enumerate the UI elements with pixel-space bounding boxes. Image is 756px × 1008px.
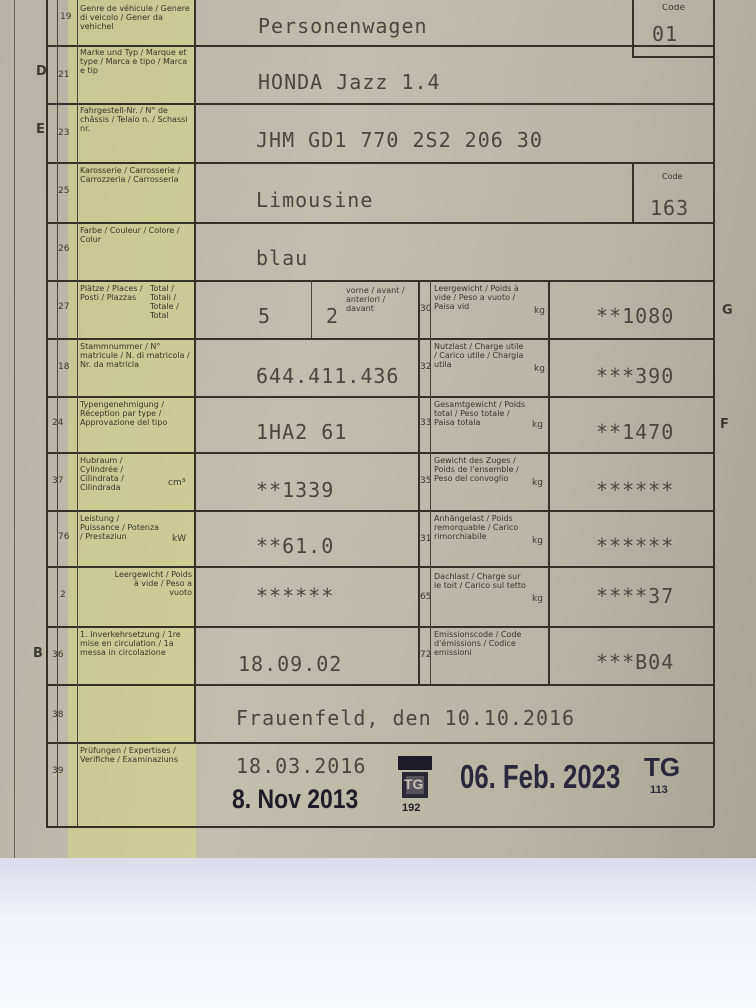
code-box-2-left: [632, 164, 634, 222]
value-first-registration: 18.09.02: [238, 652, 343, 676]
side-letter-f: F: [720, 417, 729, 432]
code-header-body: Code: [662, 172, 683, 181]
value-type-approval: 1HA2 61: [256, 420, 348, 444]
unit-kg: kg: [534, 306, 545, 316]
value-power: **61.0: [256, 534, 335, 558]
label-emission-code: Emissionscode / Code d'émissions / Codice emissioni: [434, 630, 522, 657]
row-sep: [46, 826, 714, 828]
num-col-divider: [57, 0, 58, 826]
code-vehicle-kind: 01: [652, 22, 679, 46]
row-number: 21: [58, 70, 70, 80]
value-last-inspection: 18.03.2016: [236, 754, 367, 778]
row-sep: [46, 396, 714, 398]
label-payload: Nutzlast / Charge utile / Carico utile / Chargia utila: [434, 342, 524, 369]
row-number: 36: [52, 650, 64, 660]
row-number: 33: [420, 418, 432, 428]
value-matriculation: 644.411.436: [256, 364, 400, 388]
value-displacement: **1339: [256, 478, 335, 502]
side-letter-b: B: [33, 646, 43, 661]
label-power: Leistung / Puissance / Potenza / Prestaziun: [80, 514, 160, 541]
office-code-big: TG: [644, 752, 681, 782]
unit-kw: kW: [172, 534, 187, 544]
inspection-stamp-2013: 8. Nov 2013: [232, 784, 359, 814]
row-number: 2: [60, 590, 66, 600]
row-number: 30: [420, 304, 432, 314]
row-number: 23: [58, 128, 70, 138]
label-color: Farbe / Couleur / Colore / Colur: [80, 226, 180, 244]
label-trailer-load: Anhängelast / Poids remorquable / Carico rimorchiabile: [434, 514, 519, 541]
row-sep: [46, 452, 714, 454]
value-total-weight: **1470: [596, 420, 675, 444]
value-body: Limousine: [256, 188, 374, 212]
frame-left: [46, 0, 48, 826]
label-displacement: Hubraum / Cylindrée / Cilindrata / Cilindrada: [80, 456, 124, 492]
row-number: 72: [420, 650, 432, 660]
row-sep: [46, 162, 714, 164]
value-train-weight: ******: [596, 478, 675, 502]
row-number: 35: [420, 476, 432, 486]
row-number: 76: [58, 532, 70, 542]
value-issue-place-date: Frauenfeld, den 10.10.2016: [236, 706, 576, 730]
row-number: 32: [420, 362, 432, 372]
side-letter-e: E: [36, 122, 45, 137]
row-sep: [46, 222, 714, 224]
label-seats-total: Total / Totali / Totale / Total: [150, 284, 179, 320]
code-box-1-bottom: [632, 56, 714, 58]
unit-kg: kg: [532, 420, 543, 430]
label-type-approval: Typengenehmigung / Réception par type / Approvazione del tipo: [80, 400, 168, 427]
office-code-small: 113: [650, 784, 668, 796]
frame-right: [713, 0, 715, 826]
canton-stamp-icon: [396, 754, 434, 818]
unit-kg: kg: [534, 364, 545, 374]
label-seats-front: vorne / avant / anteriori / davant: [346, 286, 405, 313]
code-box-1-left: [632, 0, 634, 58]
row-number: 18: [58, 362, 70, 372]
label-inspections: Prüfungen / Expertises / Verifiche / Examinaziuns: [80, 746, 178, 764]
row-number: 37: [52, 476, 64, 486]
label-train-weight: Gewicht des Zuges / Poids de l'ensemble / Peso del convoglio: [434, 456, 519, 483]
label-total-weight: Gesamtgewicht / Poids total / Peso totale / Paisa totala: [434, 400, 526, 427]
label-empty-weight: Leergewicht / Poids à vide / Peso a vuoto: [114, 570, 192, 597]
label-seats: Plätze / Places / Posti / Plazzas: [80, 284, 143, 302]
background-surface: [0, 858, 756, 1008]
side-letter-g: G: [722, 303, 733, 318]
row-number: 27: [58, 302, 70, 312]
row-sep: [46, 280, 714, 282]
label-make-type: Marke und Typ / Marque et type / Marca e tipo / Marca e tip: [80, 48, 188, 75]
inspection-stamp-2023: 06. Feb. 2023: [460, 758, 621, 795]
row-number: 65: [420, 592, 432, 602]
row-number: 39: [52, 766, 64, 776]
row-sep: [46, 45, 714, 47]
code-header: Code: [662, 4, 686, 13]
right-block-value-divider: [548, 280, 550, 684]
value-trailer-load: ******: [596, 534, 675, 558]
label-roof-load: Dachlast / Charge sur le toit / Carico sul tetto: [434, 572, 526, 590]
value-roof-load: ****37: [596, 584, 675, 608]
value-empty-weight: **1080: [596, 304, 675, 328]
canton-stamp-number: 192: [402, 802, 421, 814]
value-seats-total: 5: [258, 304, 272, 328]
side-letter-d: D: [36, 64, 47, 79]
row-number: 19: [60, 12, 72, 22]
code-body: 163: [650, 196, 690, 220]
label-matriculation: Stammnummer / N° matricule / N. di matricola / Nr. da matricla: [80, 342, 190, 369]
label-col-right: [194, 0, 196, 742]
label-empty-weight-kg: Leergewicht / Poids à vide / Peso a vuoto / Paisa vid: [434, 284, 519, 311]
unit-kg: kg: [532, 594, 543, 604]
label-vehicle-kind: Genre de véhicule / Genere di veicolo / Gener da vehichel: [80, 4, 190, 31]
value-emission-code: ***B04: [596, 650, 675, 674]
label-chassis: Fahrgestell-Nr. / N° de châssis / Telaio n. / Schassi nr.: [80, 106, 188, 133]
unit-cm3: cm³: [168, 478, 186, 488]
row-number: 25: [58, 186, 70, 196]
row-sep: [46, 338, 714, 340]
row-sep: [46, 510, 714, 512]
label-body: Karosserie / Carrosserie / Carrozzeria / Carrosseria: [80, 166, 181, 184]
canton-stamp-text: TG: [404, 776, 424, 792]
page-edge: [14, 0, 15, 858]
label-first-registration: 1. Inverkehrsetzung / 1re mise en circulation / 1a messa in circolazione: [80, 630, 181, 657]
value-payload: ***390: [596, 364, 675, 388]
value-seats-front: 2: [326, 304, 340, 328]
row-number: 24: [52, 418, 64, 428]
row-sep: [46, 742, 714, 744]
row-number: 26: [58, 244, 70, 254]
value-empty-weight-left: ******: [256, 584, 335, 608]
row-sep: [46, 684, 714, 686]
row-number: 31: [420, 534, 432, 544]
row-sep: [46, 566, 714, 568]
value-color: blau: [256, 246, 309, 270]
unit-kg: kg: [532, 478, 543, 488]
row-number: 38: [52, 710, 64, 720]
value-chassis-number: JHM GD1 770 2S2 206 30: [256, 128, 543, 152]
row-sep: [46, 103, 714, 105]
seat-divider: [311, 280, 312, 338]
row-sep: [46, 626, 714, 628]
unit-kg: kg: [532, 536, 543, 546]
label-col-left: [77, 0, 78, 826]
value-make-type: HONDA Jazz 1.4: [258, 70, 441, 94]
value-vehicle-kind: Personenwagen: [258, 14, 428, 38]
